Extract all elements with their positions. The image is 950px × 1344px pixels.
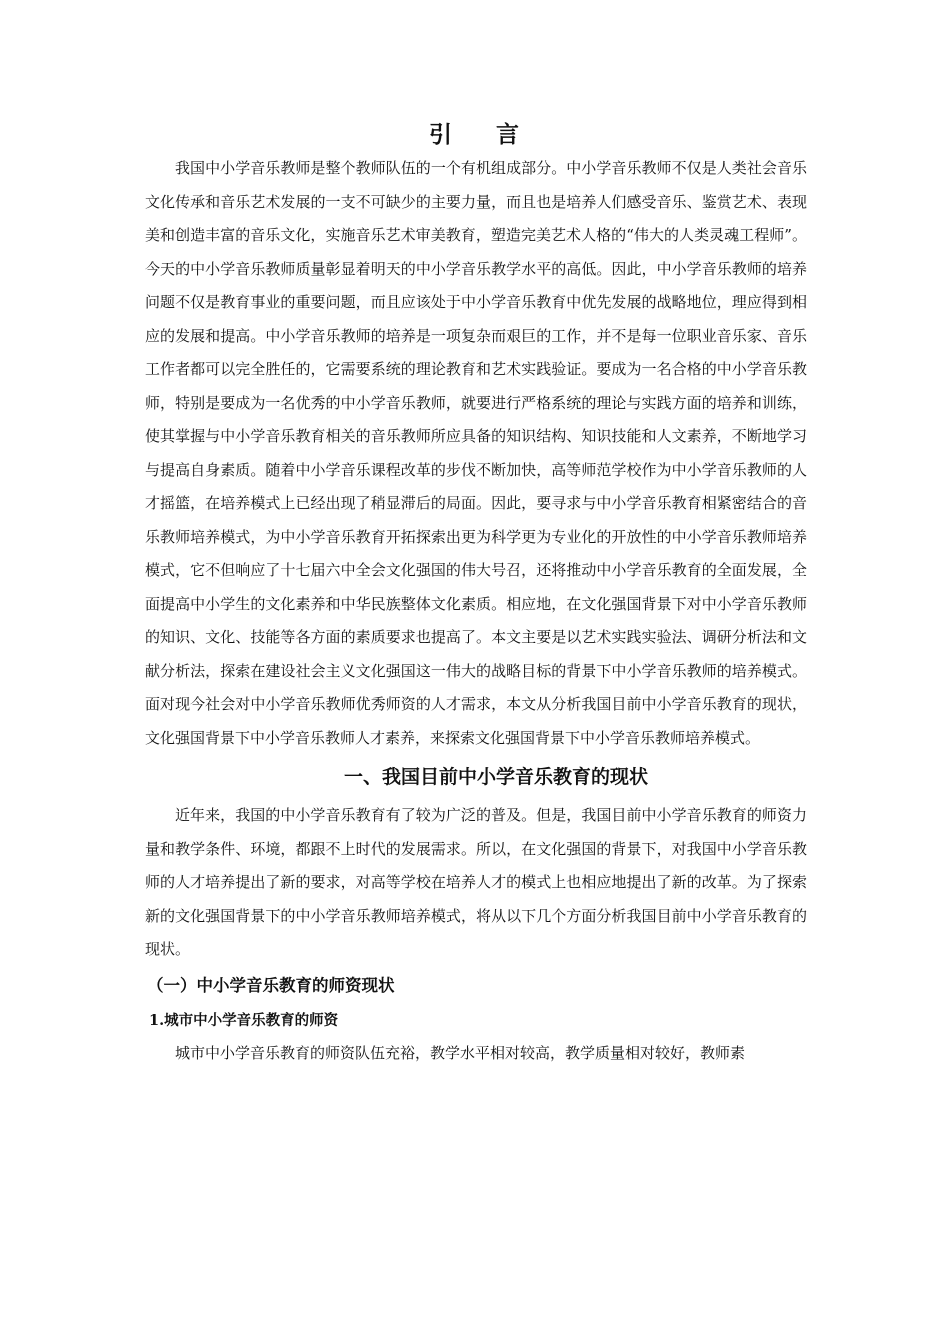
- document-title: 引 言: [428, 121, 537, 148]
- document-body: [145, 118, 807, 1070]
- subsubsection-heading: 1.城市中小学音乐教育的师资: [149, 1011, 339, 1029]
- intro-paragraph: 我国中小学音乐教师是整个教师队伍的一个有机组成部分。中小学音乐教师不仅是人类社会音乐文化传承和音乐艺术发展的一支不可缺少的主要力量，而且也是培养人们感受音乐、鉴赏艺术、表现美和创造丰富的音乐文化，实施音乐艺术审美教育，塑造完美艺术人格的“伟大的人类灵魂工程师”。今天的中小学音乐教师质量彰显着明天的中小学音乐教学水平的高低。因此，中小学音乐教师的培养问题不仅是教育事业的重要问题，而且应该处于中小学音乐教育中优先发展的战略地位，理应得到相应的发展和提高。中小学音乐教师的培养是一项复杂而艰巨的工作，并不是每一位职业音乐家、音乐工作者都可以完全胜任的，它需要系统的理论教育和艺术实践验证。要成为一名合格的中小学音乐教师，特别是要成为一名优秀的中小学音乐教师，就要进行严格系统的理论与实践方面的培养和训练，使其掌握与中小学音乐教育相关的音乐教师所应具备的知识结构、知识技能和人文素养，不断地学习与提高自身素质。随着中小学音乐课程改革的步伐不断加快，高等师范学校作为中小学音乐教师的人才摇篮，在培养模式上已经出现了稍显滞后的局面。因此，要寻求与中小学音乐教育相紧密结合的音乐教师培养模式，为中小学音乐教育开拓探索出更为科学更为专业化的开放性的中小学音乐教师培养模式，它不但响应了十七届六中全会文化强国的伟大号召，还将推动中小学音乐教育的全面发展，全面提高中小学生的文化素养和中华民族整体文化素质。相应地，在文化强国背景下对中小学音乐教师的知识、文化、技能等各方面的素质要求也提高了。本文主要是以艺术实践实验法、调研分析法和文献分析法，探索在建设社会主义文化强国这一伟大的战略目标的背景下中小学音乐教师的培养模式。面对现今社会对中小学音乐教师优秀师资的人才需求，本文从分析我国目前中小学音乐教育的现状，文化强国背景下中小学音乐教师人才素养，来探索文化强国背景下中小学音乐教师培养模式。: [145, 159, 807, 747]
- subsubsection-paragraph: 城市中小学音乐教育的师资队伍充裕，教学水平相对较高，教学质量相对较好，教师素: [175, 1043, 746, 1062]
- section-paragraph: 近年来，我国的中小学音乐教育有了较为广泛的普及。但是，我国目前中小学音乐教育的师资力量和教学条件、环境，都跟不上时代的发展需求。所以，在文化强国的背景下，对我国中小学音乐教师的人才培养提出了新的要求，对高等学校在培养人才的模式上也相应地提出了新的改革。为了探索新的文化强国背景下的中小学音乐教师培养模式，将从以下几个方面分析我国目前中小学音乐教育的现状。: [145, 806, 807, 958]
- section-heading: 一、我国目前中小学音乐教育的现状: [343, 766, 648, 788]
- subsection-heading: （一）中小学音乐教育的师资现状: [147, 975, 395, 995]
